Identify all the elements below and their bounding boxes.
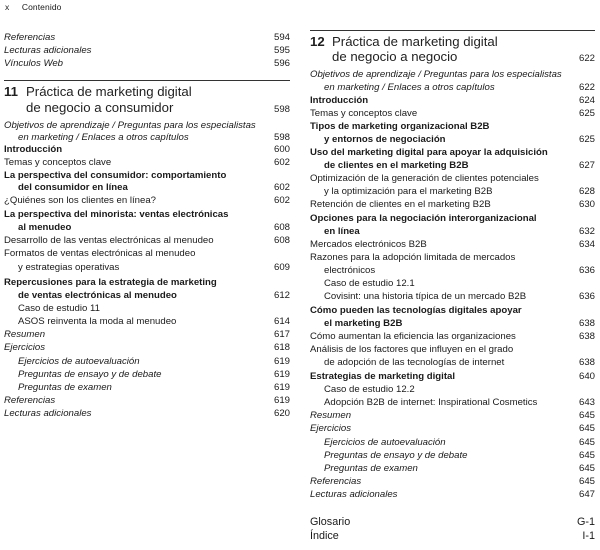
toc-entry-text: La perspectiva del minorista: ventas electrónicas xyxy=(4,209,229,220)
toc-entry-text: electrónicos xyxy=(324,265,376,276)
running-head xyxy=(5,2,61,12)
toc-entry-text: Preguntas de examen xyxy=(324,463,418,474)
toc-entry-text: Uso del marketing digital para apoyar la adquisición xyxy=(310,147,548,158)
toc-entry-text: en marketing / Enlaces a otros capítulos xyxy=(324,82,495,93)
toc-entry-text: Ejercicios xyxy=(310,423,352,434)
toc-entry-text: Temas y conceptos clave xyxy=(310,108,418,119)
toc-entry-text: de ventas electrónicas al menudeo xyxy=(18,290,177,301)
toc-entry-text: Vínculos Web xyxy=(4,58,64,69)
toc-entry-text: Caso de estudio 12.1 xyxy=(324,278,415,289)
toc-entry-page: 596 xyxy=(273,58,290,69)
toc-entry-page: 645 xyxy=(578,437,595,448)
toc-entry-text: y entornos de negociación xyxy=(324,134,446,145)
chapter-title-line2: de negocio a negocio xyxy=(332,49,458,64)
toc-entry-text: Índice xyxy=(310,530,339,542)
toc-entry-text: Ejercicios de autoevaluación xyxy=(18,356,140,367)
toc-entry-text: Formatos de ventas electrónicas al menudeo xyxy=(4,248,196,259)
toc-entry-page: 638 xyxy=(578,357,595,368)
toc-entry-text: Adopción B2B de internet: Inspirational Cosmetics xyxy=(324,397,538,408)
toc-entry-page: 608 xyxy=(273,222,290,233)
toc-entry-page: 618 xyxy=(273,342,290,353)
toc-entry-page: 619 xyxy=(273,395,290,406)
toc-entry-page: 612 xyxy=(273,290,290,301)
toc-entry-text: Lecturas adicionales xyxy=(4,408,92,419)
toc-entry-text: del consumidor en línea xyxy=(18,182,128,193)
chapter-number: 11 xyxy=(4,84,18,99)
running-head-title: Contenido xyxy=(21,2,62,12)
toc-entry-text: Tipos de marketing organizacional B2B xyxy=(310,121,490,132)
toc-entry-text: al menudeo xyxy=(18,222,72,233)
toc-entry-text: Temas y conceptos clave xyxy=(4,157,112,168)
toc-entry-page: 609 xyxy=(273,262,290,273)
toc-entry-page: 628 xyxy=(578,186,595,197)
toc-entry-page: 636 xyxy=(578,291,595,302)
toc-entry-page: 620 xyxy=(273,408,290,419)
toc-entry-page: 645 xyxy=(578,476,595,487)
running-head-page: x xyxy=(5,2,10,12)
toc-entry-text: Estrategias de marketing digital xyxy=(310,371,456,382)
toc-entry-text: Resumen xyxy=(310,410,352,421)
toc-entry-page: 627 xyxy=(578,160,595,171)
toc-entry-page: 598 xyxy=(273,132,290,143)
toc-entry-text: Repercusiones para la estrategia de marketing xyxy=(4,277,217,288)
toc-entry-text: Ejercicios xyxy=(4,342,46,353)
toc-entry-text: Retención de clientes en el marketing B2B xyxy=(310,199,491,210)
toc-entry-page: 625 xyxy=(578,108,595,119)
toc-entry-text: Introducción xyxy=(310,95,369,106)
toc-entry-text: ¿Quiénes son los clientes en línea? xyxy=(4,195,156,206)
toc-entry-text: Preguntas de ensayo y de debate xyxy=(324,450,468,461)
toc-entry-text: Referencias xyxy=(4,395,56,406)
toc-entry-text: y estrategias operativas xyxy=(18,262,120,273)
toc-entry-text: en línea xyxy=(324,226,360,237)
toc-entry-text: Objetivos de aprendizaje / Preguntas para los especialistas xyxy=(4,120,256,131)
toc-entry-text: Resumen xyxy=(4,329,46,340)
toc-entry-text: Desarrollo de las ventas electrónicas al menudeo xyxy=(4,235,214,246)
toc-entry-page: 608 xyxy=(273,235,290,246)
toc-entry-page: 645 xyxy=(578,450,595,461)
toc-entry-text: Objetivos de aprendizaje / Preguntas para los especialistas xyxy=(310,69,562,80)
toc-entry-page: 647 xyxy=(578,489,595,500)
chapter-rule xyxy=(4,80,290,81)
chapter-page: 622 xyxy=(578,53,595,64)
toc-entry-text: el marketing B2B xyxy=(324,318,403,329)
toc-entry-page: G-1 xyxy=(577,516,595,528)
toc-entry-page: 595 xyxy=(273,45,290,56)
chapter-title-line1: Práctica de marketing digital xyxy=(26,84,192,99)
toc-entry-text: Cómo pueden las tecnologías digitales apoyar xyxy=(310,305,522,316)
chapter-title-line2: de negocio a consumidor xyxy=(26,100,174,115)
toc-entry-text: Covisint: una historia típica de un mercado B2B xyxy=(324,291,527,302)
toc-entry-page: 619 xyxy=(273,356,290,367)
toc-entry-text: ASOS reinventa la moda al menudeo xyxy=(18,316,177,327)
toc-entry-page: 614 xyxy=(273,316,290,327)
toc-entry-text: Referencias xyxy=(310,476,362,487)
toc-entry-page: 602 xyxy=(273,182,290,193)
toc-entry-text: Mercados electrónicos B2B xyxy=(310,239,427,250)
toc-entry-text: Lecturas adicionales xyxy=(4,45,92,56)
chapter-title-line1: Práctica de marketing digital xyxy=(332,34,498,49)
toc-entry-page: 632 xyxy=(578,226,595,237)
chapter-page: 598 xyxy=(273,104,290,115)
toc-entry-text: Referencias xyxy=(4,32,56,43)
toc-entry-text: Análisis de los factores que influyen en el grado xyxy=(310,344,514,355)
chapter-number: 12 xyxy=(310,34,325,49)
toc-entry-page: 624 xyxy=(578,95,595,106)
toc-entry-text: y la optimización para el marketing B2B xyxy=(324,186,493,197)
toc-entry-text: Lecturas adicionales xyxy=(310,489,398,500)
toc-entry-text: Caso de estudio 11 xyxy=(18,303,100,314)
toc-entry-page: 645 xyxy=(578,463,595,474)
toc-entry-text: de clientes en el marketing B2B xyxy=(324,160,469,171)
toc-entry-page: I-1 xyxy=(582,530,595,542)
toc-entry-text: Opciones para la negociación interorganizacional xyxy=(310,213,537,224)
toc-entry-text: La perspectiva del consumidor: comportamiento xyxy=(4,170,227,181)
toc-entry-page: 634 xyxy=(578,239,595,250)
toc-entry-text: de adopción de las tecnologías de internet xyxy=(324,357,505,368)
toc-entry-text: Preguntas de ensayo y de debate xyxy=(18,369,162,380)
toc-entry-text: Caso de estudio 12.2 xyxy=(324,384,415,395)
toc-entry-page: 602 xyxy=(273,157,290,168)
toc-entry-text: Razones para la adopción limitada de mercados xyxy=(310,252,516,263)
toc-entry-page: 636 xyxy=(578,265,595,276)
toc-entry-page: 640 xyxy=(578,371,595,382)
toc-entry-page: 622 xyxy=(578,82,595,93)
toc-entry-page: 602 xyxy=(273,195,290,206)
toc-entry-page: 617 xyxy=(273,329,290,340)
toc-entry-page: 645 xyxy=(578,423,595,434)
toc-entry-text: Introducción xyxy=(4,144,63,155)
toc-entry-page: 619 xyxy=(273,369,290,380)
toc-entry-page: 625 xyxy=(578,134,595,145)
toc-entry-page: 600 xyxy=(273,144,290,155)
toc-entry-text: Preguntas de examen xyxy=(18,382,112,393)
toc-entry-page: 643 xyxy=(578,397,595,408)
toc-entry-page: 594 xyxy=(273,32,290,43)
toc-entry-page: 630 xyxy=(578,199,595,210)
toc-entry-text: Ejercicios de autoevaluación xyxy=(324,437,446,448)
toc-entry-text: en marketing / Enlaces a otros capítulos xyxy=(18,132,189,143)
toc-entry-page: 645 xyxy=(578,410,595,421)
toc-entry-page: 638 xyxy=(578,331,595,342)
toc-entry-text: Optimización de la generación de clientes potenciales xyxy=(310,173,539,184)
toc-entry-page: 638 xyxy=(578,318,595,329)
toc-entry-page: 619 xyxy=(273,382,290,393)
toc-entry-text: Glosario xyxy=(310,516,351,528)
toc-entry-text: Cómo aumentan la eficiencia las organizaciones xyxy=(310,331,516,342)
chapter-rule xyxy=(310,30,595,31)
